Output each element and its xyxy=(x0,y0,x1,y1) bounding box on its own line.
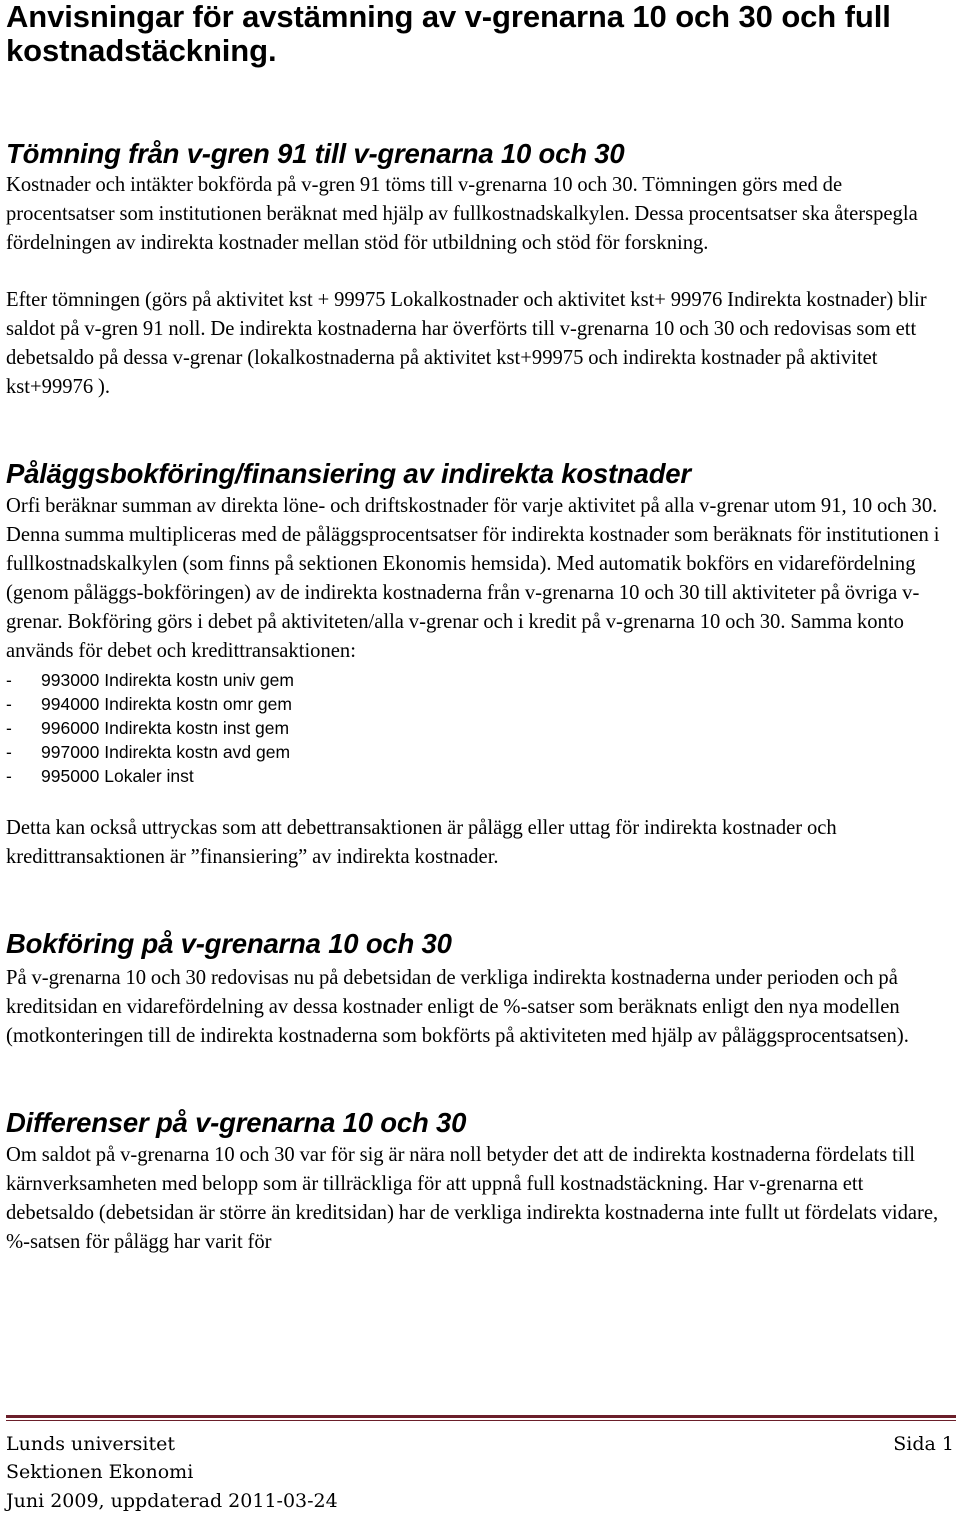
document-title: Anvisningar för avstämning av v-grenarna 10 och 30 och full kostnadstäckning. xyxy=(6,0,891,68)
list-item xyxy=(6,668,954,692)
section-heading-bokforing: Bokföring på v-grenarna 10 och 30 xyxy=(6,928,452,959)
section-heading-palaggsbokforing: Påläggsbokföring/finansiering av indirekta kostnader xyxy=(6,458,691,489)
footer-rule-thin xyxy=(6,1420,956,1421)
list-item-text: 997000 Indirekta kostn avd gem xyxy=(41,742,291,762)
section-palagg-after-list: Detta kan också uttryckas som att debettransaktionen är pålägg eller uttag för indirekta kostnader och kredittransaktionen är ”finansiering” av indirekta kostnader. xyxy=(6,817,837,868)
list-dash: - xyxy=(6,670,12,690)
footer-date: Juni 2009, uppdaterad 2011-03-24 xyxy=(6,1490,338,1512)
page-footer xyxy=(0,1391,960,1515)
section-bokforing-paragraph-1: På v-grenarna 10 och 30 redovisas nu på debetsidan de verkliga indirekta kostnaderna under perioden och på kreditsidan en vidarefördelning av dessa kostnader enligt de %-satser som beräknats enligt den nya modellen (motkonteringen till de indirekta kostnaderna som bokförts på aktiviteten med hjälp av påläggsprocentsatsen). xyxy=(6,967,909,1047)
list-item-text: 996000 Indirekta kostn inst gem xyxy=(41,718,290,738)
list-item-text: 993000 Indirekta kostn univ gem xyxy=(41,670,294,690)
footer-dept: Sektionen Ekonomi xyxy=(6,1461,194,1483)
list-item xyxy=(6,692,954,716)
section-heading-tomning: Tömning från v-gren 91 till v-grenarna 10 och 30 xyxy=(6,138,625,169)
section-tomning-paragraph-2: Efter tömningen (görs på aktivitet kst + 99975 Lokalkostnader och aktivitet kst+ 99976 Indirekta kostnader) blir saldot på v-gren 91 noll. De indirekta kostnaderna har överförts till v-grenarna 10 och 30 och redovisas som ett debetsaldo på dessa v-grenar (lokalkostnaderna på aktivitet kst+99975 och indirekta kostnader på aktivitet kst+99976 ). xyxy=(6,289,927,398)
section-differenser-paragraph-1: Om saldot på v-grenarna 10 och 30 var för sig är nära noll betyder det att de indirekta kostnaderna fördelats till kärnverksamheten med belopp som är tillräckliga för att uppnå full kostnadstäckning. Har v-grenarna ett debetsaldo (debetsidan är större än kreditsidan) har de verkliga indirekta kostnaderna inte fullt ut fördelats vidare, %-satsen för pålägg har varit för xyxy=(6,1144,939,1253)
list-dash: - xyxy=(6,742,12,762)
footer-rule-thick xyxy=(6,1415,956,1418)
document-page xyxy=(6,0,954,1257)
list-item xyxy=(6,716,954,740)
footer-org: Lunds universitet xyxy=(6,1433,175,1455)
list-item xyxy=(6,740,954,764)
list-dash: - xyxy=(6,766,12,786)
section-palagg-paragraph-1: Orfi beräknar summan av direkta löne- och driftskostnader för varje aktivitet på alla v-grenar utom 91, 10 och 30. Denna summa multipliceras med de påläggsprocentsatser för indirekta kostnader som beräknats för institutionen i fullkostnadskalkylen (som finns på sektionen Ekonomis hemsida). Med automatik bokförs en vidarefördelning (genom påläggs-bokföringen) av de indirekta kostnaderna från v-grenarna 10 och 30 till aktiviteter på övriga v-grenar. Bokföring görs i debet på aktiviteten/alla v-grenar och i kredit på v-grenarna 10 och 30. Samma konto används för debet och kredittransaktionen: xyxy=(6,495,940,662)
list-dash: - xyxy=(6,694,12,714)
footer-page-number: Sida 1 xyxy=(893,1433,954,1455)
account-code-list xyxy=(6,668,954,788)
list-item-text: 994000 Indirekta kostn omr gem xyxy=(41,694,292,714)
list-item-text: 995000 Lokaler inst xyxy=(41,766,194,786)
list-dash: - xyxy=(6,718,12,738)
list-item xyxy=(6,764,954,788)
section-tomning-paragraph-1: Kostnader och intäkter bokförda på v-gren 91 töms till v-grenarna 10 och 30. Tömningen görs med de procentsatser som institutionen beräknat med hjälp av fullkostnadskalkylen. Dessa procentsatser ska återspegla fördelningen av indirekta kostnader mellan stöd för utbildning och stöd för forskning. xyxy=(6,174,918,254)
section-heading-differenser: Differenser på v-grenarna 10 och 30 xyxy=(6,1107,467,1138)
